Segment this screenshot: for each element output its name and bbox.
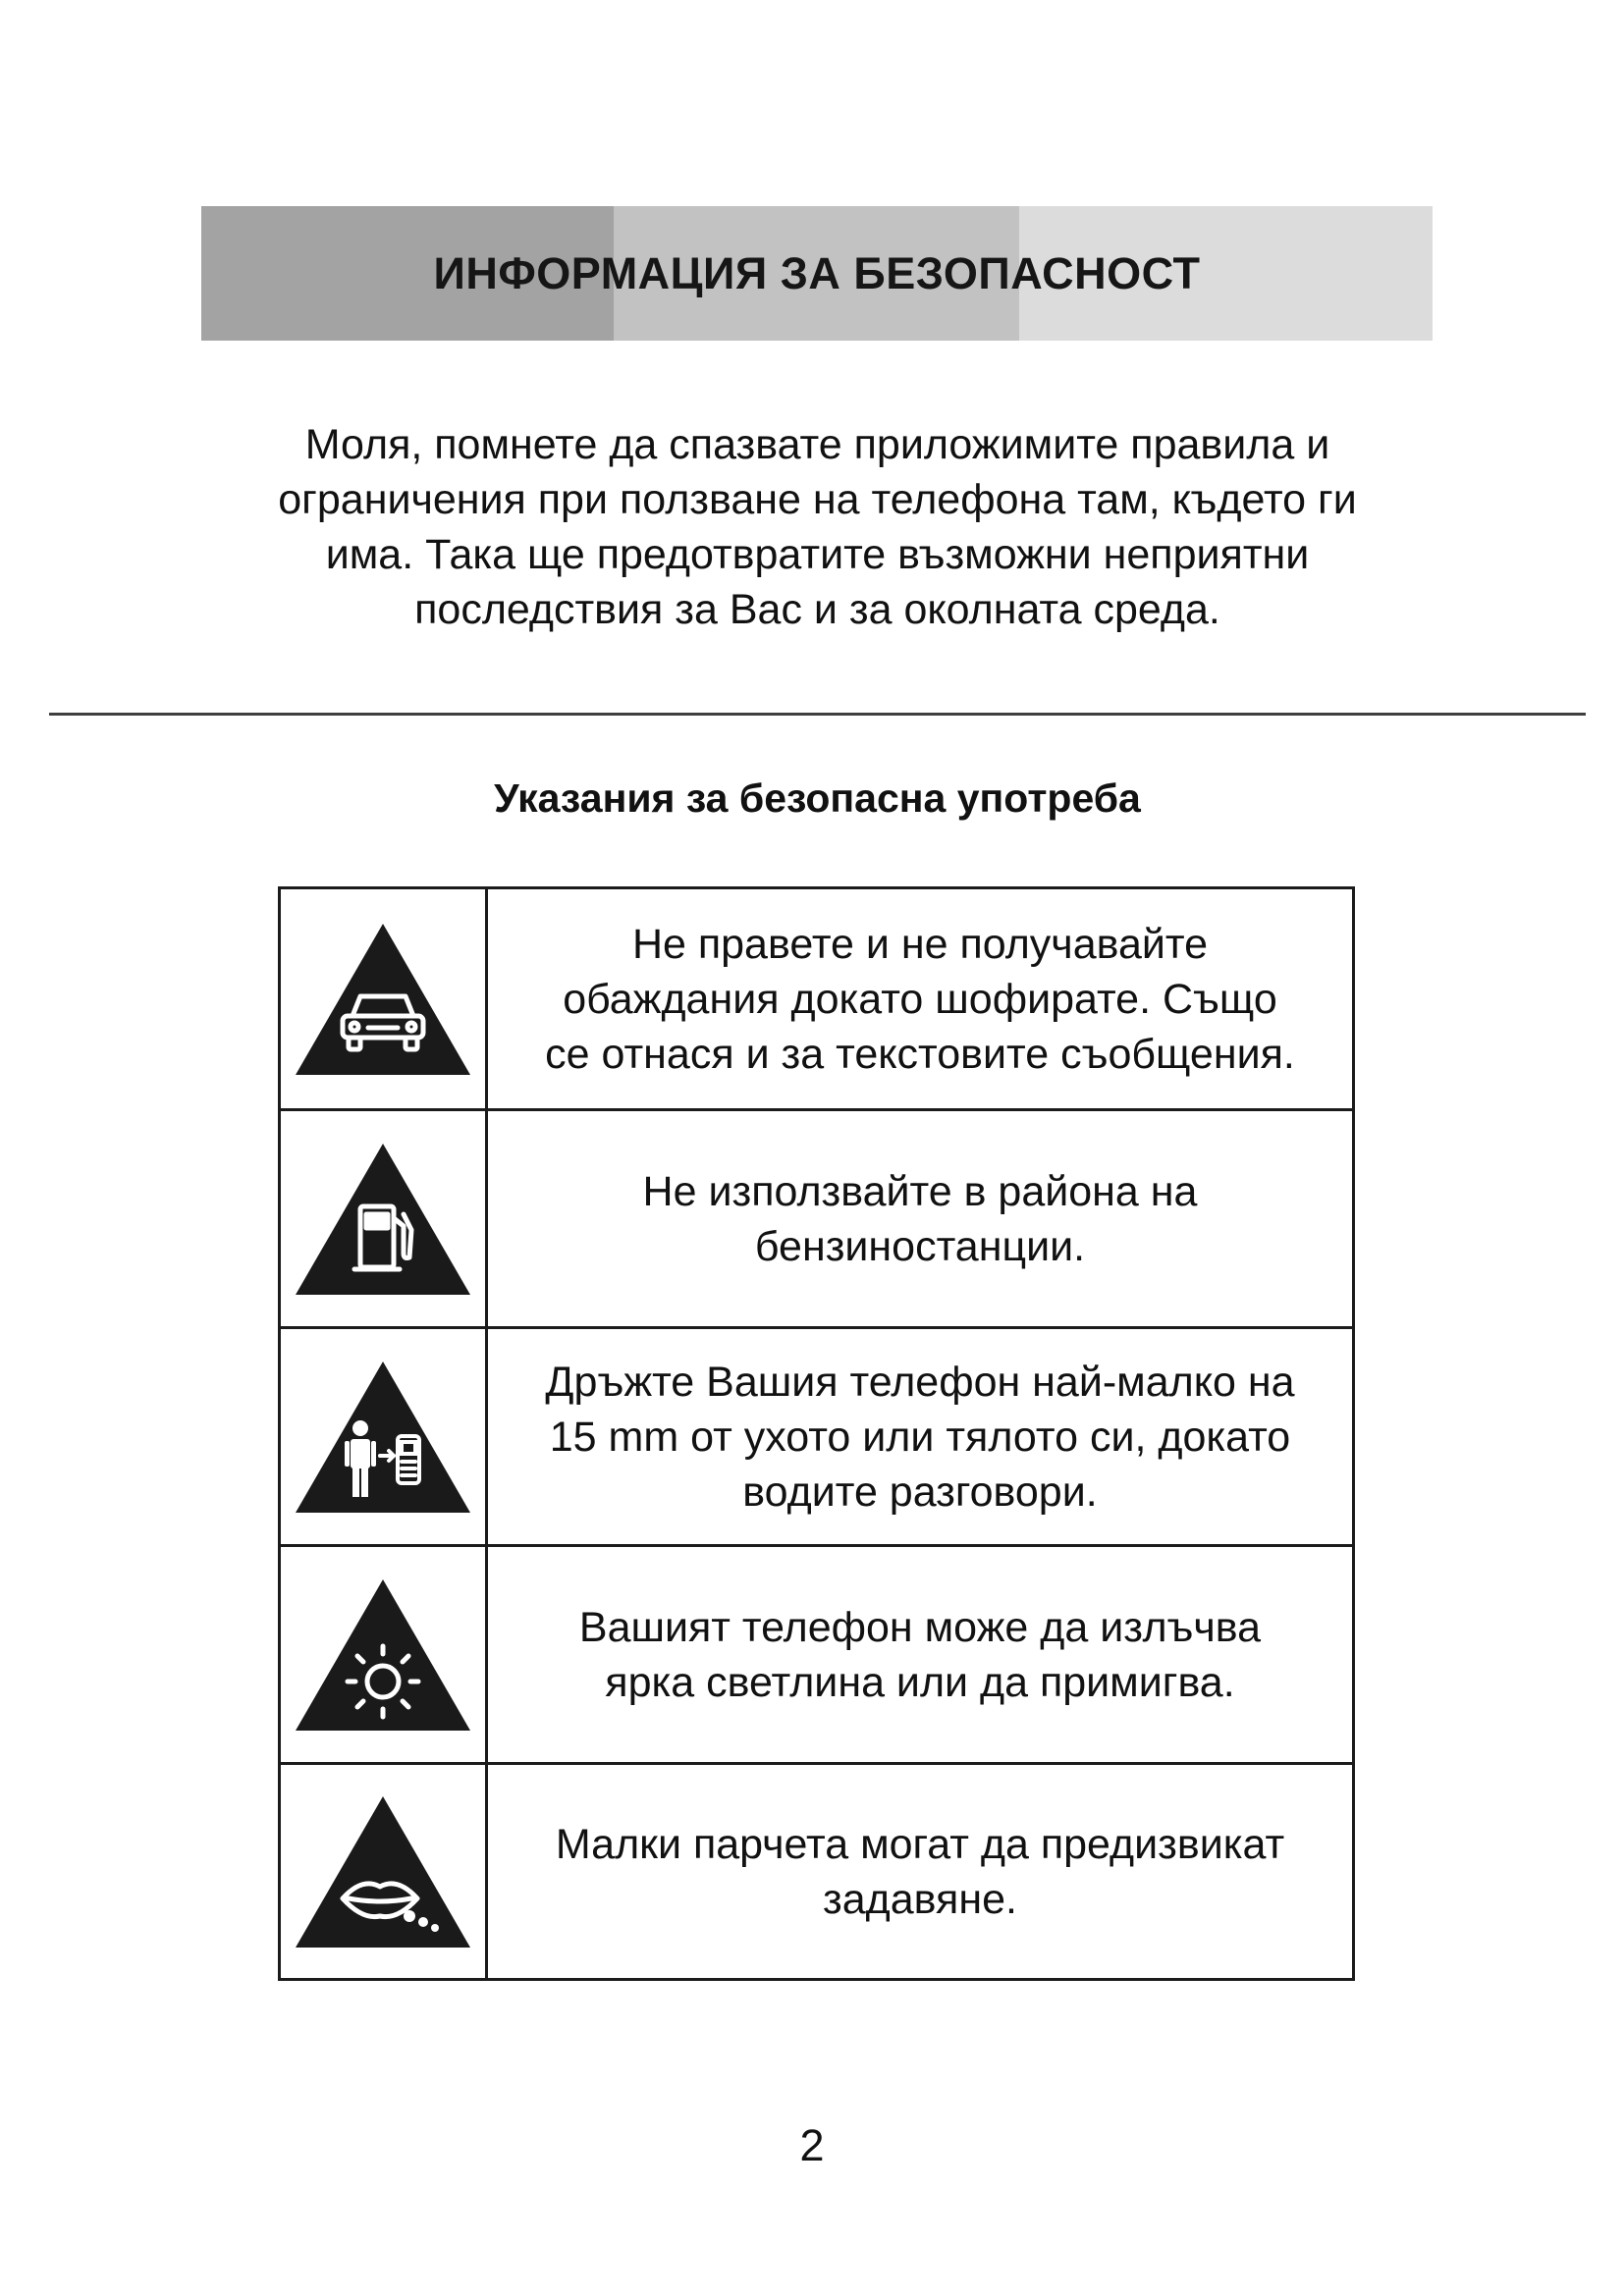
fuel-pump-warning-icon [292, 1140, 474, 1299]
rule-icon-cell [281, 1111, 488, 1326]
rule-row-bright-light [281, 1544, 1352, 1762]
page-number: 2 [799, 2120, 825, 2170]
rule-text: Не използвайте в района на бензиностанции. [642, 1167, 1198, 1270]
rule-row-fuel-station [281, 1108, 1352, 1326]
safety-rules-table [278, 886, 1355, 1981]
section-title: Указания за безопасна употреба [494, 775, 1141, 821]
rule-row-driving [281, 889, 1352, 1108]
rule-icon-cell [281, 1329, 488, 1544]
rule-icon-cell [281, 889, 488, 1108]
rule-text: Не правете и не получавайте обаждания докато шофирате. Също се отнася и за текстовите съобщения. [545, 920, 1295, 1078]
rule-text: Вашият телефон може да излъчва ярка светлина или да примигва. [578, 1603, 1262, 1706]
rule-row-choking-hazard [281, 1762, 1352, 1978]
intro-paragraph: Моля, помнете да спазвате приложимите правила и ограничения при ползване на телефона там, където ги има. Така ще предотвратите възможни неприятни последствия за Вас и за околната среда. [278, 421, 1357, 633]
rule-text: Дръжте Вашия телефон най-малко на 15 mm от ухото или тялото си, докато водите разговори. [545, 1358, 1295, 1516]
choking-hazard-warning-icon [292, 1792, 474, 1951]
rule-row-body-distance [281, 1326, 1352, 1544]
page-title: ИНФОРМАЦИЯ ЗА БЕЗОПАСНОСТ [433, 247, 1201, 298]
rule-icon-cell [281, 1765, 488, 1978]
bright-light-warning-icon [292, 1575, 474, 1735]
car-warning-icon [292, 920, 474, 1079]
body-distance-warning-icon [292, 1358, 474, 1517]
rule-text: Малки парчета могат да предизвикат задавяне. [555, 1820, 1285, 1923]
rule-icon-cell [281, 1547, 488, 1762]
section-divider [49, 713, 1586, 716]
